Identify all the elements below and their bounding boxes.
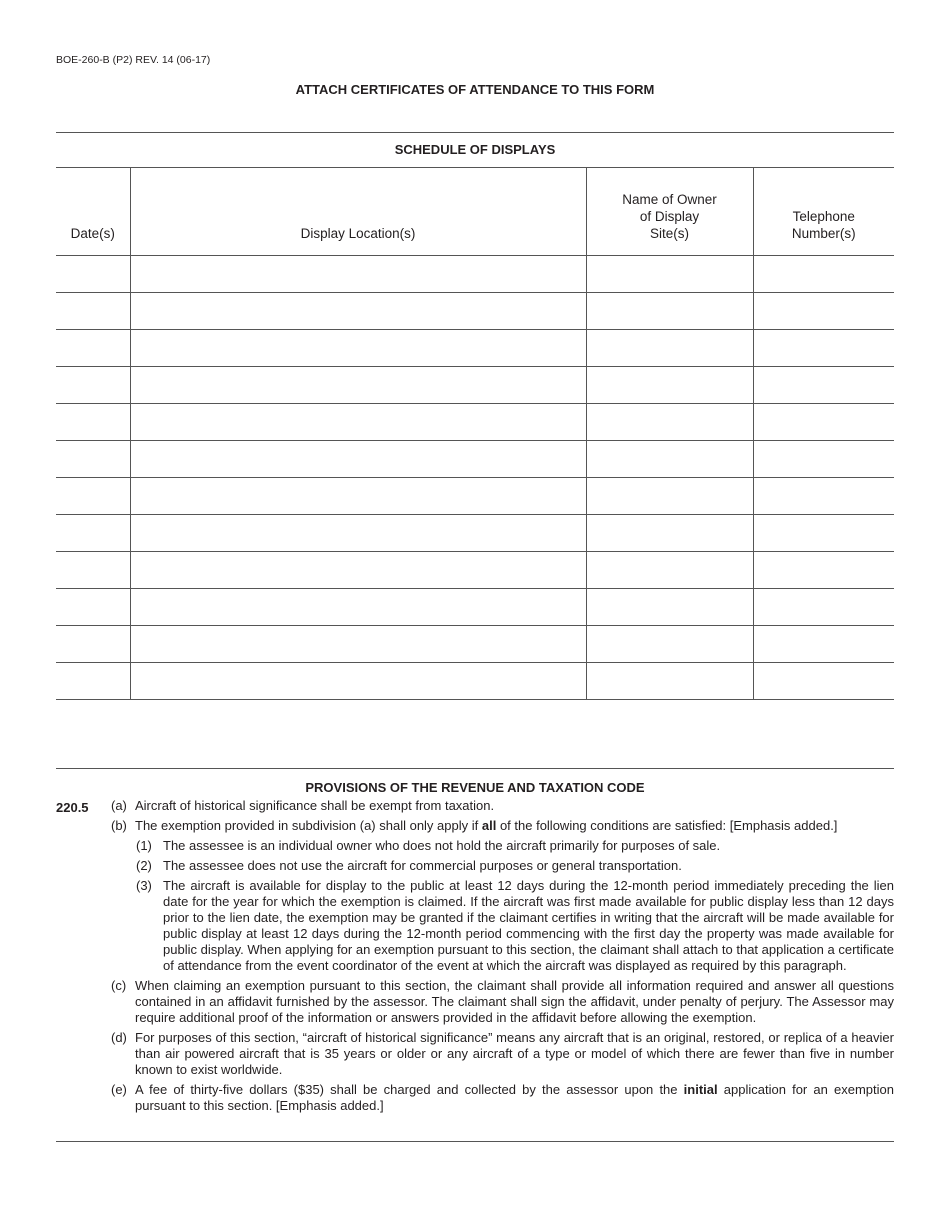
provisions-title: PROVISIONS OF THE REVENUE AND TAXATION CODE [305, 780, 645, 795]
cell-telephone[interactable] [753, 367, 894, 404]
cell-date[interactable] [56, 663, 130, 700]
cell-telephone[interactable] [753, 330, 894, 367]
provision-text: The assessee is an individual owner who does not hold the aircraft primarily for purposes of sale. [163, 838, 721, 853]
cell-display-location[interactable] [130, 330, 586, 367]
table-row [56, 589, 894, 626]
cell-owner-name[interactable] [586, 404, 753, 441]
provision-label: (c) [111, 978, 127, 993]
table-row [56, 663, 894, 700]
cell-date[interactable] [56, 626, 130, 663]
cell-date[interactable] [56, 515, 130, 552]
cell-telephone[interactable] [753, 515, 894, 552]
cell-date[interactable] [56, 293, 130, 330]
table-row [56, 330, 894, 367]
cell-owner-name[interactable] [586, 256, 753, 293]
provision-label: (1) [136, 838, 152, 853]
cell-owner-name[interactable] [586, 330, 753, 367]
cell-owner-name[interactable] [586, 663, 753, 700]
provision-b2 [56, 858, 894, 874]
table-row [56, 478, 894, 515]
provision-label: (2) [136, 858, 152, 873]
provision-text: When claiming an exemption pursuant to this section, the claimant shall provide all information required and answer all questions contained in an affidavit furnished by the assessor. The claimant shall sign the affidavit, under penalty of perjury. The Assessor may require additional proof of the information or answers provided in the affidavit before allowing the exemption. [135, 978, 894, 1025]
cell-date[interactable] [56, 404, 130, 441]
provision-text: A fee of thirty-five dollars ($35) shall be charged and collected by the assessor upon the initial application for an exemption pursuant to this section. [Emphasis added.] [135, 1082, 895, 1113]
provision-b3 [56, 878, 894, 974]
provision-label: (e) [111, 1082, 127, 1097]
cell-owner-name[interactable] [586, 552, 753, 589]
cell-date[interactable] [56, 478, 130, 515]
table-row [56, 626, 894, 663]
table-row [56, 256, 894, 293]
col-header-telephone: Telephone Number(s) [753, 168, 894, 256]
cell-owner-name[interactable] [586, 626, 753, 663]
provision-label: (a) [111, 798, 127, 813]
cell-display-location[interactable] [130, 626, 586, 663]
provision-text: For purposes of this section, “aircraft of historical significance” means any aircraft that is an original, restored, or replica of a heavier than air powered aircraft that is 35 years or older or any aircraft of a type or model of which there are fewer than five in number known to exist worldwide. [135, 1030, 894, 1077]
schedule-of-displays [56, 132, 894, 700]
provision-b1 [56, 838, 894, 854]
cell-display-location[interactable] [130, 293, 586, 330]
cell-owner-name[interactable] [586, 293, 753, 330]
provisions-section [56, 768, 894, 1118]
schedule-table [56, 168, 894, 700]
cell-display-location[interactable] [130, 478, 586, 515]
provision-text: The exemption provided in subdivision (a) shall only apply if all of the following conditions are satisfied: [Emphasis added.] [135, 818, 838, 833]
section-number: 220.5 [56, 800, 89, 815]
provision-b [56, 818, 894, 834]
emphasis-all: all [481, 818, 497, 833]
cell-display-location[interactable] [130, 552, 586, 589]
cell-date[interactable] [56, 589, 130, 626]
cell-telephone[interactable] [753, 441, 894, 478]
cell-display-location[interactable] [130, 663, 586, 700]
provision-text: Aircraft of historical significance shall be exempt from taxation. [135, 798, 495, 813]
cell-date[interactable] [56, 367, 130, 404]
col-header-dates: Date(s) [56, 168, 130, 256]
table-row [56, 404, 894, 441]
table-row [56, 293, 894, 330]
bottom-rule [56, 1141, 894, 1142]
schedule-title: SCHEDULE OF DISPLAYS [56, 133, 894, 168]
table-row [56, 552, 894, 589]
cell-owner-name[interactable] [586, 589, 753, 626]
cell-owner-name[interactable] [586, 515, 753, 552]
cell-owner-name[interactable] [586, 441, 753, 478]
cell-telephone[interactable] [753, 626, 894, 663]
cell-date[interactable] [56, 330, 130, 367]
provision-label: (b) [111, 818, 127, 833]
table-row [56, 367, 894, 404]
emphasis-initial: initial [683, 1082, 718, 1097]
cell-telephone[interactable] [753, 589, 894, 626]
provision-label: (d) [111, 1030, 127, 1045]
cell-telephone[interactable] [753, 256, 894, 293]
cell-telephone[interactable] [753, 293, 894, 330]
provision-a [56, 798, 894, 814]
cell-telephone[interactable] [753, 404, 894, 441]
table-row [56, 441, 894, 478]
provision-d [56, 1030, 894, 1078]
cell-telephone[interactable] [753, 663, 894, 700]
cell-display-location[interactable] [130, 515, 586, 552]
provision-label: (3) [136, 878, 152, 893]
provision-c [56, 978, 894, 1026]
col-header-display-location: Display Location(s) [130, 168, 586, 256]
attach-title: ATTACH CERTIFICATES OF ATTENDANCE TO THIS FORM [295, 82, 655, 97]
provision-text: The aircraft is available for display to the public at least 12 days during the 12-month period immediately preceding the lien date for the year for which the exemption is claimed. If the aircraft was first made available for public display less than 12 days prior to the lien date, the exemption may be granted if the claimant certifies in writing that the aircraft will be made available for public display at least 12 days during the 12-month period commencing with the first day the property was made available for public display. When applying for an exemption pursuant to this section, the claimant shall attach to that application a certificate of attendance from the event coordinator of the event at which the aircraft was displayed as required by this paragraph. [163, 878, 894, 973]
cell-display-location[interactable] [130, 404, 586, 441]
cell-telephone[interactable] [753, 552, 894, 589]
col-header-owner-name: Name of Owner of Display Site(s) [586, 168, 753, 256]
cell-display-location[interactable] [130, 441, 586, 478]
schedule-header-row [56, 168, 894, 256]
cell-owner-name[interactable] [586, 478, 753, 515]
table-row [56, 515, 894, 552]
cell-date[interactable] [56, 441, 130, 478]
cell-date[interactable] [56, 552, 130, 589]
cell-owner-name[interactable] [586, 367, 753, 404]
provision-e [56, 1082, 894, 1114]
provision-text: The assessee does not use the aircraft for commercial purposes or general transportation. [163, 858, 682, 873]
cell-date[interactable] [56, 256, 130, 293]
schedule-body [56, 256, 894, 700]
form-id: BOE-260-B (P2) REV. 14 (06-17) [56, 54, 211, 66]
cell-display-location[interactable] [130, 367, 586, 404]
cell-display-location[interactable] [130, 589, 586, 626]
cell-display-location[interactable] [130, 256, 586, 293]
cell-telephone[interactable] [753, 478, 894, 515]
